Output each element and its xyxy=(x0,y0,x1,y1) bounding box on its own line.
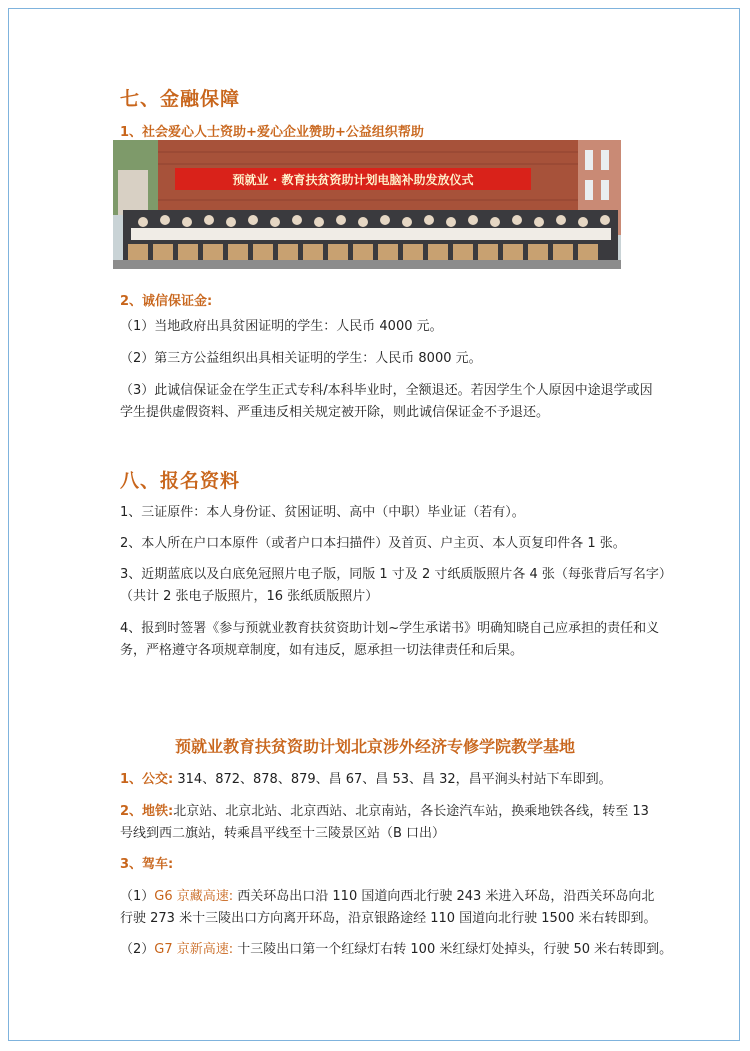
registration-item-2: 2、本人所在户口本原件（或者户口本扫描件）及首页、户主页、本人页复印件各 1 张。 xyxy=(120,536,626,551)
drive-route-1-label: G6 京藏高速: xyxy=(154,889,234,904)
drive-route-2-prefix: （2） xyxy=(120,942,155,957)
registration-item-4-line-2: 务，严格遵守各项规章制度，如有违反，愿承担一切法律责任和后果。 xyxy=(120,643,524,658)
deposit-item-3-line-2: 学生提供虚假资料、严重违反相关规定被开除，则此诚信保证金不予退还。 xyxy=(120,405,550,420)
section7-subtitle-1: 1、社会爱心人士资助+爱心企业赞助+公益组织帮助 xyxy=(120,125,424,140)
subway-line-1 xyxy=(120,800,649,824)
deposit-item-3-line-1: （3）此诚信保证金在学生正式专科/本科毕业时，全额退还。若因学生个人原因中途退学或因 xyxy=(120,383,653,398)
drive-route-2 xyxy=(120,938,672,962)
ceremony-photo-image xyxy=(113,140,621,269)
drive-route-1-line-2: 行驶 273 米十三陵出口方向离开环岛，沿京银路途经 110 国道向北行驶 1500 米右转即到。 xyxy=(120,911,657,926)
subway-text-1: 北京站、北京北站、北京西站、北京南站，各长途汽车站，换乘地铁各线，转至 13 xyxy=(173,804,649,819)
drive-route-1-text-1: 西关环岛出口沿 110 国道向西北行驶 243 米进入环岛，沿西关环岛向北 xyxy=(233,889,655,904)
section7-title: 七、金融保障 xyxy=(120,88,241,110)
drive-route-2-text: 十三陵出口第一个红绿灯右转 100 米红绿灯处掉头，行驶 50 米右转即到。 xyxy=(233,942,673,957)
banner-text: 预就业 · 教育扶贫资助计划电脑补助发放仪式 xyxy=(232,173,474,187)
registration-item-3-line-2: （共计 2 张电子版照片，16 张纸质版照片） xyxy=(120,589,379,604)
bus-line xyxy=(120,768,612,792)
drive-route-1-line-1 xyxy=(120,885,654,909)
section8-title: 八、报名资料 xyxy=(120,470,241,492)
registration-item-1: 1、三证原件：本人身份证、贫困证明、高中（中职）毕业证（若有）。 xyxy=(120,505,525,520)
base-title: 预就业教育扶贫资助计划北京涉外经济专修学院教学基地 xyxy=(174,737,575,756)
section7-subtitle-2: 2、诚信保证金: xyxy=(120,294,213,309)
bus-label: 1、公交: xyxy=(120,772,174,787)
subway-label: 2、地铁: xyxy=(120,804,174,819)
drive-route-2-label: G7 京新高速: xyxy=(154,942,234,957)
ceremony-photo xyxy=(113,140,621,269)
bus-text: 314、872、878、879、昌 67、昌 53、昌 32，昌平涧头村站下车即到。 xyxy=(173,772,612,787)
drive-route-1-prefix: （1） xyxy=(120,889,155,904)
drive-label: 3、驾车: xyxy=(120,857,174,872)
subway-line-2: 号线到西二旗站，转乘昌平线至十三陵景区站（B 口出） xyxy=(120,826,446,841)
registration-item-3-line-1: 3、近期蓝底以及白底免冠照片电子版，同版 1 寸及 2 寸纸质版照片各 4 张（每张背后写名字） xyxy=(120,567,672,582)
deposit-item-1: （1）当地政府出具贫困证明的学生：人民币 4000 元。 xyxy=(120,319,443,334)
registration-item-4-line-1: 4、报到时签署《参与预就业教育扶贫资助计划~学生承诺书》明确知晓自己应承担的责任和义 xyxy=(120,621,660,636)
deposit-item-2: （2）第三方公益组织出具相关证明的学生：人民币 8000 元。 xyxy=(120,351,482,366)
